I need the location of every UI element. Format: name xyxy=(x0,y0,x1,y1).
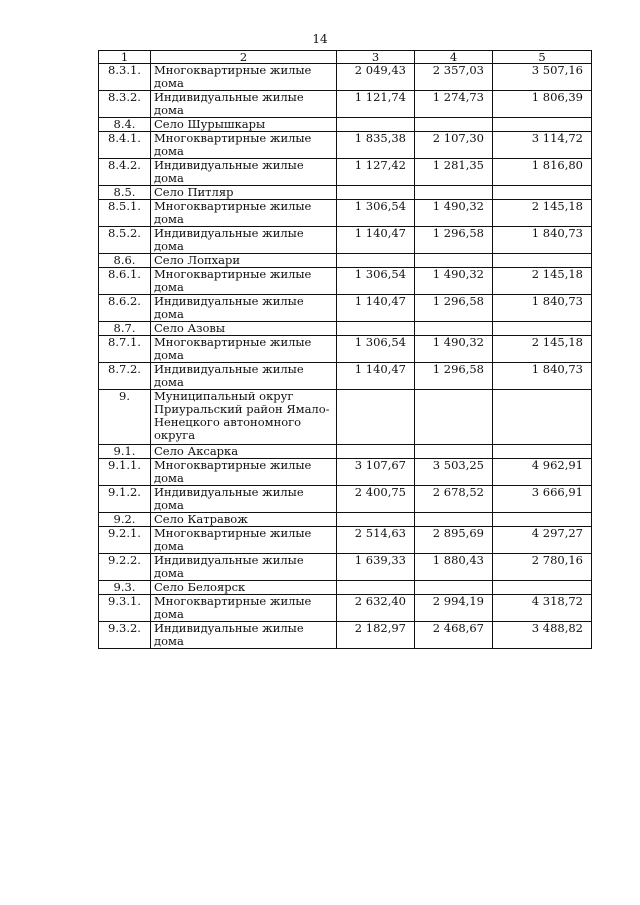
value-col-3: 1 639,33 xyxy=(337,554,415,581)
row-name: Село Азовы xyxy=(151,322,337,336)
row-name: Индивидуальные жилые дома xyxy=(151,486,337,513)
value-col-3: 1 835,38 xyxy=(337,132,415,159)
row-name: Муниципальный округ Приуральский район Ямало-Ненецкого автономного округа xyxy=(151,390,337,445)
row-name: Многоквартирные жилые дома xyxy=(151,200,337,227)
page-number: 14 xyxy=(312,32,328,46)
value-col-3: 2 049,43 xyxy=(337,64,415,91)
section-row xyxy=(99,186,592,200)
column-header: 4 xyxy=(415,51,493,64)
row-name: Село Аксарка xyxy=(151,445,337,459)
value-col-5: 3 488,82 xyxy=(493,622,592,649)
section-row xyxy=(99,390,592,445)
row-number: 8.7. xyxy=(99,322,151,336)
value-col-5: 2 145,18 xyxy=(493,200,592,227)
value-col-4: 2 107,30 xyxy=(415,132,493,159)
value-col-4: 2 895,69 xyxy=(415,527,493,554)
value-col-3: 1 306,54 xyxy=(337,268,415,295)
row-number: 8.7.1. xyxy=(99,336,151,363)
row-name: Индивидуальные жилые дома xyxy=(151,363,337,390)
value-col-4: 1 880,43 xyxy=(415,554,493,581)
value-col-4: 2 678,52 xyxy=(415,486,493,513)
value-col-4: 1 296,58 xyxy=(415,363,493,390)
section-row xyxy=(99,445,592,459)
value-col-4 xyxy=(415,581,493,595)
row-number: 8.3.2. xyxy=(99,91,151,118)
row-name: Село Катравож xyxy=(151,513,337,527)
value-col-4: 2 468,67 xyxy=(415,622,493,649)
value-col-4: 3 503,25 xyxy=(415,459,493,486)
value-col-4: 1 296,58 xyxy=(415,227,493,254)
row-name: Село Лопхари xyxy=(151,254,337,268)
row-name: Индивидуальные жилые дома xyxy=(151,159,337,186)
value-col-5 xyxy=(493,254,592,268)
section-row xyxy=(99,254,592,268)
value-col-3: 1 140,47 xyxy=(337,295,415,322)
row-number: 9.1.2. xyxy=(99,486,151,513)
value-col-5: 3 114,72 xyxy=(493,132,592,159)
row-number: 9.2. xyxy=(99,513,151,527)
value-col-4 xyxy=(415,445,493,459)
table-row xyxy=(99,554,592,581)
value-col-5: 1 840,73 xyxy=(493,363,592,390)
value-col-4: 1 281,35 xyxy=(415,159,493,186)
tariff-table xyxy=(98,50,592,649)
value-col-4: 1 296,58 xyxy=(415,295,493,322)
value-col-4: 2 994,19 xyxy=(415,595,493,622)
row-number: 8.5.2. xyxy=(99,227,151,254)
table-body xyxy=(99,64,592,649)
row-name: Индивидуальные жилые дома xyxy=(151,227,337,254)
table-row xyxy=(99,527,592,554)
value-col-3: 1 140,47 xyxy=(337,227,415,254)
value-col-3: 2 182,97 xyxy=(337,622,415,649)
row-name: Индивидуальные жилые дома xyxy=(151,622,337,649)
row-name: Многоквартирные жилые дома xyxy=(151,595,337,622)
value-col-5 xyxy=(493,322,592,336)
table-row xyxy=(99,91,592,118)
value-col-5 xyxy=(493,186,592,200)
value-col-4 xyxy=(415,118,493,132)
table-row xyxy=(99,459,592,486)
row-number: 9.2.1. xyxy=(99,527,151,554)
value-col-4 xyxy=(415,513,493,527)
value-col-4: 1 274,73 xyxy=(415,91,493,118)
value-col-5: 1 840,73 xyxy=(493,295,592,322)
row-name: Многоквартирные жилые дома xyxy=(151,459,337,486)
section-row xyxy=(99,581,592,595)
value-col-5 xyxy=(493,118,592,132)
row-name: Индивидуальные жилые дома xyxy=(151,295,337,322)
row-number: 8.6.1. xyxy=(99,268,151,295)
value-col-5: 4 962,91 xyxy=(493,459,592,486)
value-col-4: 1 490,32 xyxy=(415,268,493,295)
value-col-5: 1 806,39 xyxy=(493,91,592,118)
column-header: 2 xyxy=(151,51,337,64)
row-number: 9.1. xyxy=(99,445,151,459)
row-number: 8.5.1. xyxy=(99,200,151,227)
table-row xyxy=(99,595,592,622)
value-col-5 xyxy=(493,390,592,445)
value-col-4: 1 490,32 xyxy=(415,336,493,363)
row-number: 8.7.2. xyxy=(99,363,151,390)
value-col-4: 1 490,32 xyxy=(415,200,493,227)
table-row xyxy=(99,64,592,91)
value-col-3 xyxy=(337,581,415,595)
row-number: 8.6.2. xyxy=(99,295,151,322)
row-number: 9.3.1. xyxy=(99,595,151,622)
row-name: Многоквартирные жилые дома xyxy=(151,527,337,554)
table-row xyxy=(99,622,592,649)
row-name: Село Шурышкары xyxy=(151,118,337,132)
row-number: 8.4.2. xyxy=(99,159,151,186)
row-name: Индивидуальные жилые дома xyxy=(151,91,337,118)
row-number: 8.4. xyxy=(99,118,151,132)
row-number: 9.2.2. xyxy=(99,554,151,581)
value-col-4 xyxy=(415,254,493,268)
value-col-4 xyxy=(415,390,493,445)
table-row xyxy=(99,159,592,186)
value-col-4 xyxy=(415,186,493,200)
value-col-4 xyxy=(415,322,493,336)
row-number: 9.3.2. xyxy=(99,622,151,649)
row-name: Село Белоярск xyxy=(151,581,337,595)
column-header: 3 xyxy=(337,51,415,64)
value-col-5: 2 145,18 xyxy=(493,336,592,363)
table-header-row xyxy=(99,51,592,64)
row-name: Многоквартирные жилые дома xyxy=(151,268,337,295)
table-row xyxy=(99,486,592,513)
value-col-5: 4 297,27 xyxy=(493,527,592,554)
column-header: 1 xyxy=(99,51,151,64)
table-row xyxy=(99,200,592,227)
section-row xyxy=(99,513,592,527)
column-header: 5 xyxy=(493,51,592,64)
row-number: 8.4.1. xyxy=(99,132,151,159)
value-col-3: 1 140,47 xyxy=(337,363,415,390)
value-col-5: 2 780,16 xyxy=(493,554,592,581)
table-row xyxy=(99,268,592,295)
value-col-5: 4 318,72 xyxy=(493,595,592,622)
value-col-3: 1 306,54 xyxy=(337,200,415,227)
value-col-3: 1 121,74 xyxy=(337,91,415,118)
row-name: Многоквартирные жилые дома xyxy=(151,132,337,159)
row-number: 8.5. xyxy=(99,186,151,200)
value-col-3 xyxy=(337,390,415,445)
value-col-5: 1 840,73 xyxy=(493,227,592,254)
table-row xyxy=(99,132,592,159)
table-row xyxy=(99,227,592,254)
value-col-5 xyxy=(493,513,592,527)
section-row xyxy=(99,322,592,336)
value-col-3 xyxy=(337,445,415,459)
value-col-5 xyxy=(493,581,592,595)
value-col-5 xyxy=(493,445,592,459)
value-col-3: 2 514,63 xyxy=(337,527,415,554)
table-row xyxy=(99,295,592,322)
value-col-3: 2 400,75 xyxy=(337,486,415,513)
value-col-3 xyxy=(337,322,415,336)
value-col-5: 1 816,80 xyxy=(493,159,592,186)
value-col-3: 3 107,67 xyxy=(337,459,415,486)
value-col-3 xyxy=(337,254,415,268)
row-number: 9.1.1. xyxy=(99,459,151,486)
row-number: 8.6. xyxy=(99,254,151,268)
value-col-5: 3 507,16 xyxy=(493,64,592,91)
section-row xyxy=(99,118,592,132)
row-name: Индивидуальные жилые дома xyxy=(151,554,337,581)
row-number: 9. xyxy=(99,390,151,445)
row-number: 9.3. xyxy=(99,581,151,595)
value-col-5: 3 666,91 xyxy=(493,486,592,513)
row-name: Село Питляр xyxy=(151,186,337,200)
value-col-3 xyxy=(337,186,415,200)
value-col-3 xyxy=(337,118,415,132)
value-col-3 xyxy=(337,513,415,527)
value-col-4: 2 357,03 xyxy=(415,64,493,91)
row-number: 8.3.1. xyxy=(99,64,151,91)
value-col-3: 2 632,40 xyxy=(337,595,415,622)
row-name: Многоквартирные жилые дома xyxy=(151,64,337,91)
value-col-3: 1 306,54 xyxy=(337,336,415,363)
table-row xyxy=(99,363,592,390)
value-col-5: 2 145,18 xyxy=(493,268,592,295)
value-col-3: 1 127,42 xyxy=(337,159,415,186)
table-row xyxy=(99,336,592,363)
row-name: Многоквартирные жилые дома xyxy=(151,336,337,363)
